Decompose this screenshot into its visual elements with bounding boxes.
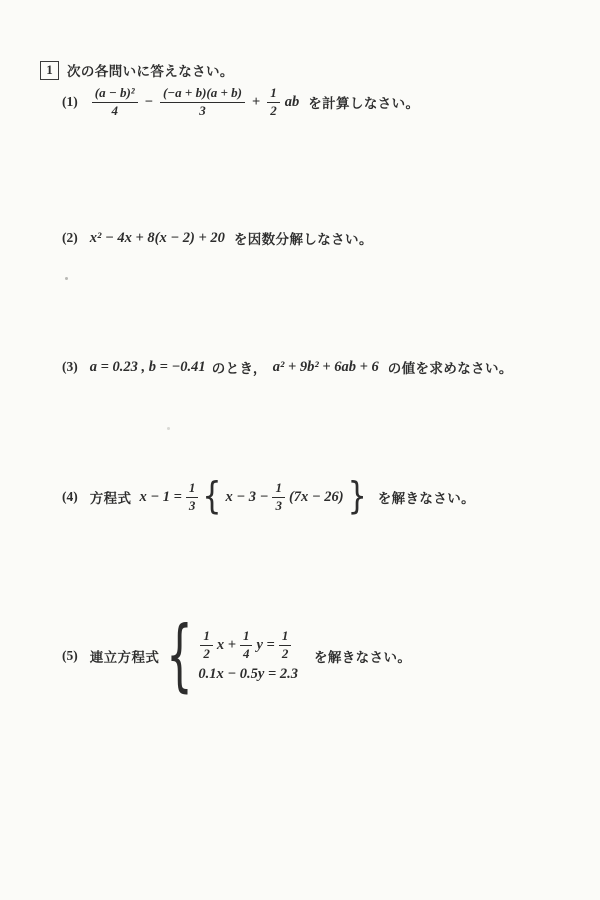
problem-5-instruction: を解きなさい。 bbox=[313, 650, 412, 665]
fraction-denominator: 2 bbox=[267, 102, 280, 119]
problem-1-expression bbox=[90, 86, 299, 119]
fraction-numerator: 1 bbox=[270, 84, 277, 100]
problem-2-instruction: を因数分解しなさい。 bbox=[233, 232, 373, 247]
fraction-denominator: 4 bbox=[92, 102, 138, 119]
section-number: 1 bbox=[46, 62, 53, 77]
fraction-denominator: 3 bbox=[160, 102, 245, 119]
stray-scan-dot bbox=[167, 427, 170, 430]
problem-3-instruction: の値を求めなさい。 bbox=[387, 361, 513, 376]
problem-3-given-values: a = 0.23 , b = −0.41 bbox=[89, 358, 206, 375]
problem-3-expression: a² + 9b² + 6ab + 6 bbox=[272, 358, 379, 375]
inner-term: (7x − 26) bbox=[288, 488, 344, 505]
problem-1 bbox=[62, 84, 419, 120]
fraction bbox=[200, 629, 213, 662]
problem-5-prefix: 連立方程式 bbox=[89, 650, 160, 665]
section-number-box bbox=[40, 61, 59, 80]
problem-1-instruction: を計算しなさい。 bbox=[308, 96, 420, 111]
problem-3-connector: のとき， bbox=[211, 361, 267, 376]
fraction-numerator: (−a + b)(a + b) bbox=[162, 84, 242, 100]
problem-1-label: (1) bbox=[62, 94, 78, 109]
equation-term: y = bbox=[256, 636, 275, 653]
fraction-denominator: 4 bbox=[240, 645, 253, 662]
problem-3-label: (3) bbox=[62, 359, 78, 374]
equation-lhs: x − 1 = bbox=[139, 488, 182, 505]
variable-term: ab bbox=[284, 93, 300, 110]
stray-scan-dot bbox=[65, 277, 68, 280]
fraction-denominator: 3 bbox=[272, 497, 285, 514]
fraction-numerator: 1 bbox=[242, 627, 250, 643]
section-header bbox=[40, 60, 234, 80]
fraction-denominator: 2 bbox=[200, 645, 213, 662]
equation-term: x + bbox=[216, 636, 236, 653]
section-instruction: 次の各問いに答えなさい。 bbox=[67, 64, 234, 79]
fraction bbox=[279, 629, 292, 662]
plus-operator: + bbox=[251, 93, 261, 110]
problem-5-label: (5) bbox=[62, 648, 78, 663]
problem-2-expression: x² − 4x + 8(x − 2) + 20 bbox=[89, 229, 225, 246]
fraction bbox=[267, 86, 280, 119]
problem-3 bbox=[62, 357, 513, 377]
system-equation-1 bbox=[198, 629, 293, 662]
fraction-numerator: 1 bbox=[188, 479, 196, 495]
fraction bbox=[186, 481, 199, 514]
fraction-denominator: 2 bbox=[279, 645, 292, 662]
system-equation-2: 0.1x − 0.5y = 2.3 bbox=[198, 666, 298, 683]
problem-4 bbox=[62, 474, 476, 519]
problem-5: (5) 連立方程式 { $\frac{1}{2}$ x + $\frac{1}{4}$ y = $\frac{1}{2}$ 0.1x − 0.5y = 2.3 を解きなさい。 bbox=[62, 611, 412, 701]
problem-4-label: (4) bbox=[62, 489, 78, 504]
fraction bbox=[272, 481, 285, 514]
problem-4-instruction: を解きなさい。 bbox=[377, 491, 476, 506]
problem-2-label: (2) bbox=[62, 230, 78, 245]
problem-4-prefix: 方程式 bbox=[89, 491, 132, 506]
fraction-numerator: (a − b)² bbox=[94, 84, 135, 100]
fraction bbox=[92, 86, 138, 119]
fraction bbox=[160, 86, 245, 119]
fraction-numerator: 1 bbox=[203, 627, 210, 643]
problem-4-equation: x − 1 = $\frac{1}{3}$ { x − 3 − $\frac{1}{3}$ (7x − 26) } bbox=[139, 474, 367, 519]
minus-operator: − bbox=[144, 93, 153, 110]
inner-term: x − 3 − bbox=[225, 488, 269, 505]
fraction bbox=[240, 629, 253, 662]
equation-system bbox=[198, 629, 298, 684]
problem-2 bbox=[62, 228, 373, 248]
fraction-denominator: 3 bbox=[186, 497, 199, 514]
fraction-numerator: 1 bbox=[275, 479, 282, 495]
fraction-numerator: 1 bbox=[281, 627, 289, 643]
